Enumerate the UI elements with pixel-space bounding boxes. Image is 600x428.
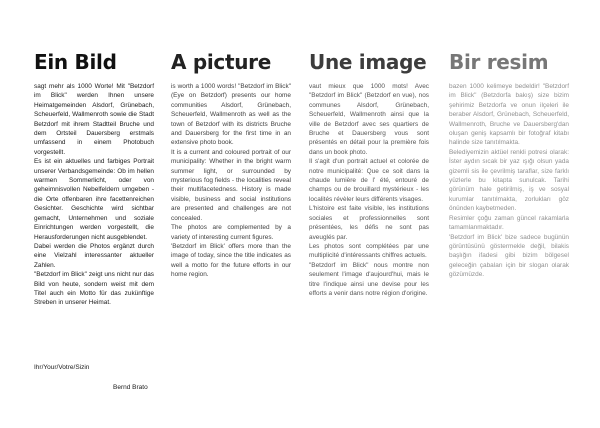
paragraph: It is a current and coloured portrait of our municipality: Whether in the bright warm summer light, or surrounded by mysterious fog fields - the localities reveal their multifacetedness. History is made visible, business and social institutions are presented and challenges are not concealed. — [171, 148, 291, 222]
body-text-french — [309, 82, 429, 298]
heading-german: Ein Bild — [34, 50, 117, 74]
paragraph: The photos are complemented by a variety of interesting current figures. — [171, 224, 291, 241]
paragraph: 'Betzdorf im Blick' bize sadece bugünün görüntüsünü göstermekle değil, bilakis başlığın ifadesi gibi bizim bölgesel geleceğin çabaları için bir slogan olarak gözümüzde. — [449, 233, 569, 279]
body-text-turkish — [449, 82, 569, 280]
column-german — [34, 50, 154, 307]
heading-english: A picture — [171, 50, 271, 74]
paragraph: Resimler çoğu zaman güncel rakamlarla tamamlanmaktadır. — [449, 214, 569, 232]
column-english — [171, 50, 291, 279]
paragraph: bazen 1000 kelimeye bedeldir! "Betzdorf im Blick" (Betzdorfa bakış) size bizim şehirimiz Betzdorfa ve onun ilçeleri ile beraber Alsdorf, Grünebach, Scheuerfeld, Wallmenroth, Bruche ve Dauersberg'dan oluşan geniş kapsamlı bir fotoğraf kitabı halinde size tanıtılmakta. — [449, 83, 569, 147]
heading-turkish: Bir resim — [449, 50, 549, 74]
signature-line: Ihr/Your/Votre/Sizin — [34, 364, 90, 371]
author-name: Bernd Brato — [113, 384, 148, 391]
paragraph: Il s'agit d'un portrait actuel et colorée de notre municipalité: Que ce soit dans la chaude lumière de l' été, entouré de champs ou de brouillard mystérieux - les localités révèler leurs différents visages. — [309, 158, 429, 203]
body-text-german — [34, 82, 154, 308]
paragraph: Les photos sont complétées par une multiplicité d'intéressants chiffres actuels. — [309, 242, 429, 260]
paragraph: vaut mieux que 1000 mots! Avec "Betzdorf im Blick" (Betzdorf en vue), nos communes Alsdorf, Grünebach, Scheuerfeld, Wallmenroth ainsi que la ville de Betzdorf avec ses quartiers de Bruche et Dauersberg vous sont présentés en détail pour la première fois dans un book photo. — [309, 83, 429, 156]
column-french — [309, 50, 429, 297]
paragraph: Dabei werden die Photos ergänzt durch eine Vielzahl interessanter aktueller Zahlen. — [34, 242, 154, 269]
paragraph: "Betzdorf im Blick" nous montre non seulement l'image d'aujourd'hui, mais le titre l'indique ainsi une devise pour les efforts a venir dans notre région d'origine. — [309, 261, 429, 297]
paragraph: sagt mehr als 1000 Worte! Mit "Betzdorf im Blick" werden Ihnen unsere Heimatgemeinden Alsdorf, Grünebach, Scheuerfeld, Wallmenroth sowie die Stadt Betzdorf mit ihrem Stadtteil Bruche und dem Ortsteil Dauersberg erstmals umfassend in einem Photobuch vorgestellt. — [34, 83, 154, 156]
paragraph: L'histoire est faite visible, les institutions sociales et professionnelles sont présentées, les défis ne sont pas aveuglés par. — [309, 205, 429, 241]
paragraph: Belediyemizin aktüel renkli potresi olarak: İster aydın sıcak bir yaz ışığı olsun yada gizemli sis ile çevrilmiş taraflar, size farklı yüzlerle bu kitapta sunulcak. Tarihi görünüm hale getirilmiş, iş ve sosyal kurumlar tanıtılmakta, zorlukları göz önünden kaybetmeden. — [449, 148, 569, 213]
heading-french: Une image — [309, 50, 427, 74]
paragraph: is worth a 1000 words! "Betzdorf im Blick" (Eye on Betzdorf) presents our home communities Alsdorf, Grünebach, Scheuerfeld, Wallmenroth as well as the town of Betzdorf with its districts Bruche and Dauersberg for the first time in an extensive photo book. — [171, 83, 291, 147]
paragraph: "Betzdorf im Blick" zeigt uns nicht nur das Bild von heute, sondern weist mit dem Titel auch ein Motto für das zukünftige Streben in unserer Heimat. — [34, 271, 154, 307]
column-turkish — [449, 50, 569, 279]
paragraph: Es ist ein aktuelles und farbiges Portrait unserer Verbandsgemeinde: Ob im hellen warmen Sommerlicht, oder von geheimnisvollen Nebelfeldern umgeben - die Orte offenbaren ihre facettenreichen Gesichter. Geschichte wird sichtbar gemacht, Unternehmen und soziale Einrichtungen werden vorgestellt, die Herausforderungen nicht ausgeblendet. — [34, 158, 154, 241]
paragraph: 'Betzdorf im Blick' offers more than the image of today, since the title indicates as well a motto for the future efforts in our home region. — [171, 242, 291, 279]
body-text-english — [171, 82, 291, 280]
